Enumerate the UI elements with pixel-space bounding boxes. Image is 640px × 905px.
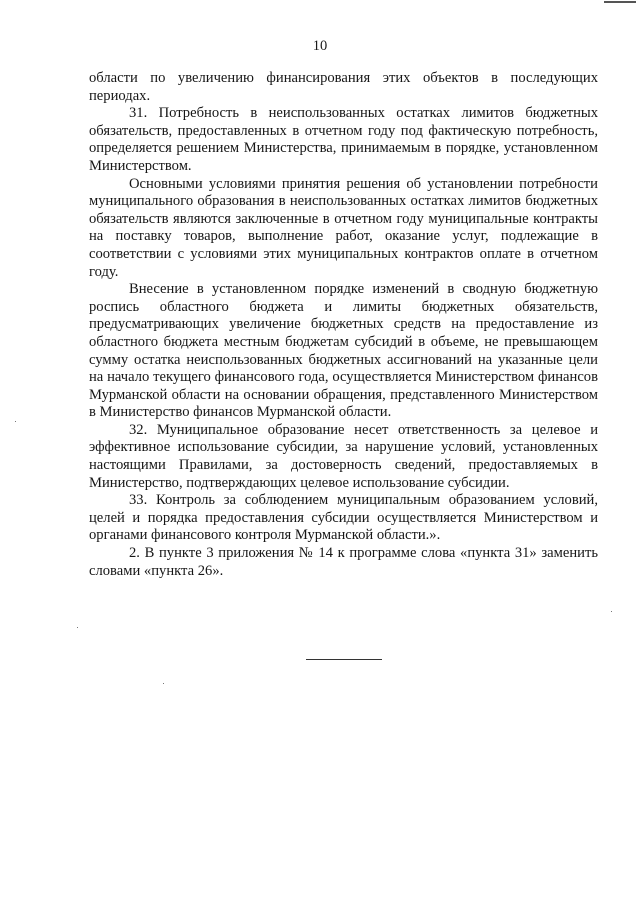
closing-rule bbox=[306, 659, 382, 660]
paragraph-clause-33: 33. Контроль за соблюдением муниципальным образованием условий, целей и порядка предоставления субсидии осуществляется Министерством и органами финансового контроля Мурманской области.». bbox=[89, 492, 598, 544]
paragraph-conditions: Основными условиями принятия решения об установлении потребности муниципального образования в неиспользованных остатках лимитов бюджетных обязательств являются заключенные в отчетном году муниципальные контракты на поставку товаров, выполнение работ, оказание услуг, подлежащие в соответствии с условиями этих муниципальных контрактов оплате в отчетном году. bbox=[89, 175, 598, 280]
paragraph-clause-32: 32. Муниципальное образование несет ответственность за целевое и эффективное использование субсидии, за нарушение условий, установленных настоящими Правилами, за достоверность сведений, предоставляемых в Министерство, подтверждающих целевое использование субсидии. bbox=[89, 421, 598, 491]
paragraph-amendment-2: 2. В пункте 3 приложения № 14 к программе слова «пункта 31» заменить словами «пункта 26». bbox=[89, 545, 598, 579]
scan-speck bbox=[77, 627, 78, 628]
paragraph-budget-changes: Внесение в установленном порядке изменений в сводную бюджетную роспись областного бюджета и лимиты бюджетных обязательств, предусматривающих увеличение бюджетных средств на предоставление из областного бюджета местным бюджетам субсидий в объеме, не превышающем сумму остатка неиспользованных бюджетных ассигнований на указанные цели на начало текущего финансового года, осуществляется Министерством финансов Мурманской области на основании обращения, представленного Министерством в Министерство финансов Мурманской области. bbox=[89, 281, 598, 421]
page-number: 10 bbox=[312, 38, 328, 54]
scan-speck bbox=[163, 683, 164, 684]
document-body bbox=[89, 70, 598, 580]
paragraph-clause-31: 31. Потребность в неиспользованных остатках лимитов бюджетных обязательств, предоставленных в отчетном году под фактическую потребность, определяется решением Министерства, принимаемым в порядке, установленном Министерством. bbox=[89, 105, 598, 174]
scan-corner-mark bbox=[604, 1, 636, 3]
paragraph-continuation: области по увеличению финансирования этих объектов в последующих периодах. bbox=[89, 70, 598, 104]
scan-speck bbox=[15, 421, 16, 422]
scan-speck bbox=[611, 611, 612, 612]
